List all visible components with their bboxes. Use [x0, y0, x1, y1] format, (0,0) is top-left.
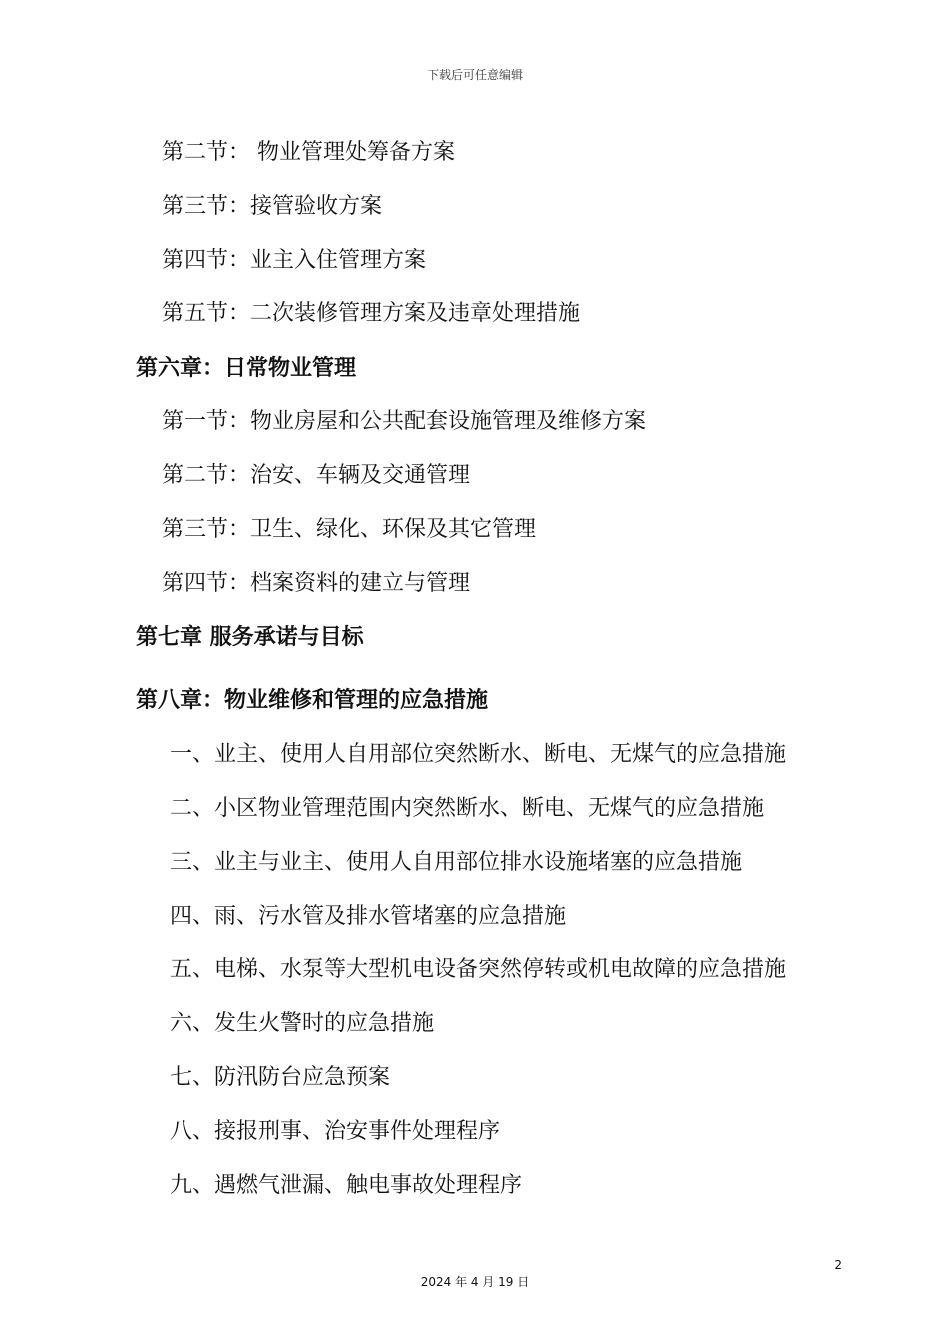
toc-item-line: 二、小区物业管理范围内突然断水、断电、无煤气的应急措施 — [170, 796, 765, 821]
toc-section-line: 第四节：业主入住管理方案 — [162, 248, 427, 273]
toc-chapter-heading: 第七章 服务承诺与目标 — [136, 625, 364, 650]
toc-section-line: 第五节：二次装修管理方案及违章处理措施 — [162, 301, 581, 326]
toc-item-line: 三、业主与业主、使用人自用部位排水设施堵塞的应急措施 — [170, 850, 743, 875]
footer-date: 2024 年 4 月 19 日 — [420, 1275, 530, 1289]
toc-section-line: 第三节：卫生、绿化、环保及其它管理 — [162, 517, 537, 542]
toc-chapter-heading: 第六章：日常物业管理 — [136, 356, 357, 381]
toc-item-line: 四、雨、污水管及排水管堵塞的应急措施 — [170, 904, 567, 929]
toc-item-line: 一、业主、使用人自用部位突然断水、断电、无煤气的应急措施 — [170, 742, 787, 767]
toc-item-line: 七、防汛防台应急预案 — [170, 1065, 391, 1090]
toc-section-line: 第一节：物业房屋和公共配套设施管理及维修方案 — [162, 409, 647, 434]
toc-item-line: 八、接报刑事、治安事件处理程序 — [170, 1119, 501, 1144]
toc-section-line: 第四节：档案资料的建立与管理 — [162, 571, 471, 596]
header-note: 下载后可任意编辑 — [426, 68, 523, 82]
page-number: 2 — [834, 1258, 842, 1272]
toc-item-line: 五、电梯、水泵等大型机电设备突然停转或机电故障的应急措施 — [170, 957, 787, 982]
toc-section-line: 第三节：接管验收方案 — [162, 194, 383, 219]
toc-section-line: 第二节：治安、车辆及交通管理 — [162, 463, 471, 488]
toc-item-line: 六、发生火警时的应急措施 — [170, 1011, 435, 1036]
toc-section-line: 第二节： 物业管理处筹备方案 — [162, 140, 455, 165]
toc-item-line: 九、遇燃气泄漏、触电事故处理程序 — [170, 1173, 523, 1198]
toc-chapter-heading: 第八章：物业维修和管理的应急措施 — [136, 688, 489, 713]
